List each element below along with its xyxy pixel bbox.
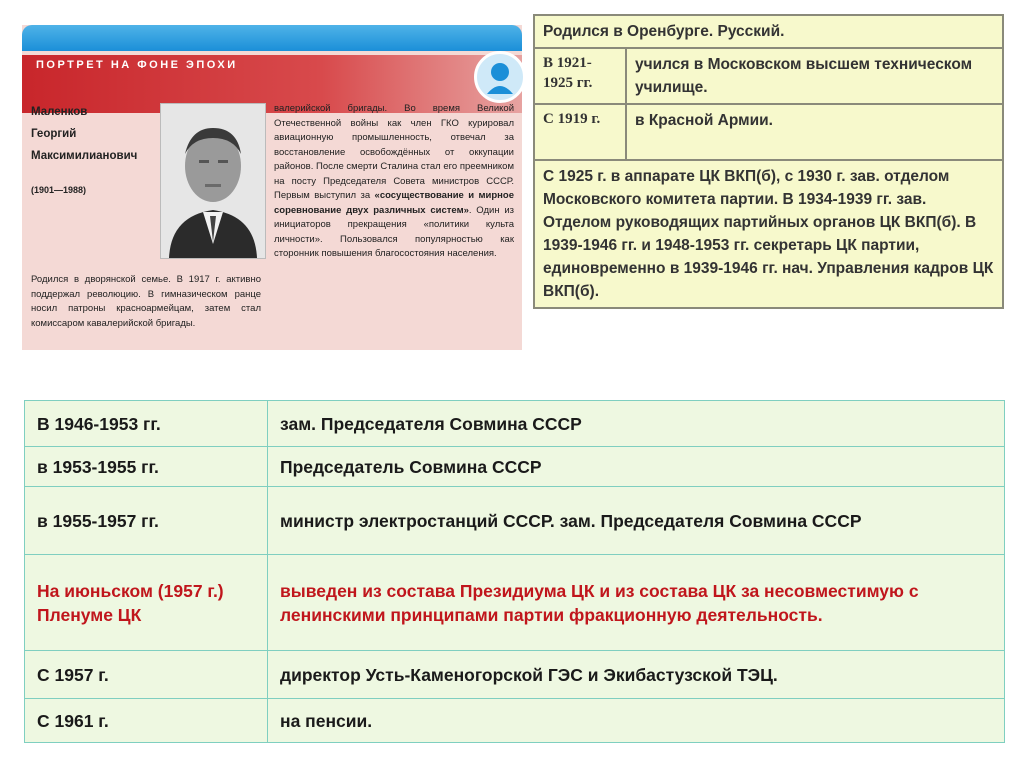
period-cell: С 1961 г. [25,699,268,743]
description-cell: на пенсии. [268,699,1005,743]
info-row [534,160,1003,308]
card-top-bar [22,25,522,51]
period-cell: в 1955-1957 гг. [25,487,268,555]
description-cell: министр электростанций СССР. зам. Председателя Совмина СССР [268,487,1005,555]
info-date: С 1919 г. [534,104,626,160]
name-line: Георгий [31,128,77,140]
card-text-right [274,102,514,262]
period-cell: На июньском (1957 г.) Пленуме ЦК [25,555,268,651]
info-text: учился в Московском высшем техническом училище. [626,48,1003,104]
person-name [31,101,171,167]
table-row [25,401,1005,447]
biography-info-box [533,14,1004,309]
info-date: В 1921-1925 гг. [534,48,626,104]
period-cell: С 1957 г. [25,651,268,699]
name-line: Максимилианович [31,150,138,162]
table-row [25,447,1005,487]
description-cell: выведен из состава Президиума ЦК и из состава ЦК за несовместимую с ленинскими принципами партии фракционную деятельность. [268,555,1005,651]
table-row [25,487,1005,555]
career-table [24,400,1005,743]
description-cell: Председатель Совмина СССР [268,447,1005,487]
card-text-left: Родился в дворянской семье. В 1917 г. активно поддержал революцию. В гимназическом ранце носил патроны красноармейцам, затем стал комиссаром кавалерийской бригады. [31,274,261,329]
career-table-wrap [24,400,1005,744]
info-row [534,48,1003,104]
table-row [25,651,1005,699]
name-line: Маленков [31,106,88,118]
period-cell: в 1953-1955 гг. [25,447,268,487]
info-career: С 1925 г. в аппарате ЦК ВКП(б), с 1930 г. зав. отделом Московского комитета партии. В 1934-1939 гг. зав. Отделом руководящих партийных органов ЦК ВКП(б). В 1939-1946 гг. и 1948-1953 гг. секретарь ЦК партии, единовременно в 1939-1946 гг. нач. Управления кадров ЦК ВКП(б). [534,160,1003,308]
portrait-photo [160,103,266,259]
info-row [534,104,1003,160]
info-row [534,15,1003,48]
card-text-part: валерийской бригады. Во время Великой Отечественной войны как член ГКО курировал авиационную промышленность, отвечал за восстановление освобождённых от оккупации районов. После смерти Сталина стал его преемником на посту Председателя Совета министров СССР. Первым выступил за [274,103,514,201]
info-birth: Родился в Оренбурге. Русский. [534,15,1003,48]
textbook-card [22,25,522,350]
table-row [25,699,1005,743]
person-years: (1901—1988) [31,185,87,195]
card-text-part: . Один из инициаторов прекращения «политики культа личности». Пользовался популярностью как сторонник повышения благосостояния населения. [274,204,514,259]
description-cell: зам. Председателя Совмина СССР [268,401,1005,447]
table-row [25,555,1005,651]
person-head-icon [474,51,526,103]
description-cell: директор Усть-Каменогорской ГЭС и Экибастузской ТЭЦ. [268,651,1005,699]
period-cell: В 1946-1953 гг. [25,401,268,447]
info-text: в Красной Армии. [626,104,1003,160]
card-header-title: ПОРТРЕТ НА ФОНЕ ЭПОХИ [36,59,238,71]
card-text-emphasis: «сосуществование и мирное соревнование двух различных систем» [274,190,515,216]
